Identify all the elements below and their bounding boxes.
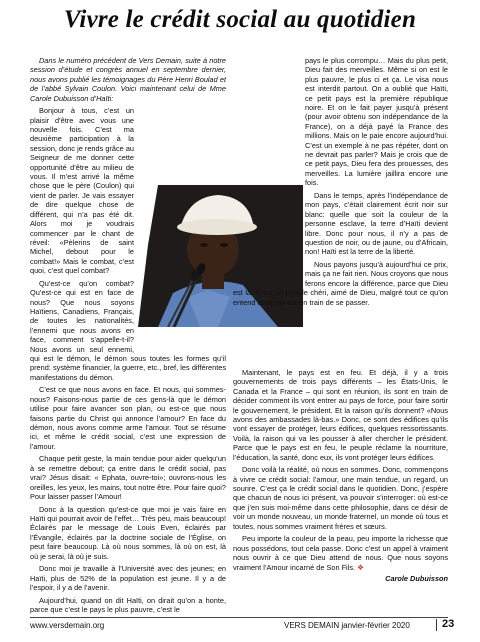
end-mark-icon: ❖ (357, 562, 364, 572)
paragraph: Donc voilà la réalité, où nous en sommes. Donc, commençons à vivre ce crédit social: l’amour, une main tendue, un regard, un sourire. C’est ça le crédit social dans le quotidien. Donc, j’espère que chacun de nous ici présent, va pouvoir s’interroger: où est-ce que j’en suis moi-même dans cette philosophie, dans ce désir de voir un monde nouveau, un monde fraternel, un monde où tous et toutes, nous sommes vraiment frères et sœurs. (233, 465, 448, 531)
paragraph: Dans le temps, après l’indépendance de mon pays, c’était clairement écrit noir sur blanc: quelle que soit la couleur de la personne esclave, la terre d’Haïti devient libre. Donc pour nous, il n’y a pas de question de noir, ou de jaune, ou d’Africain, non! Haïti est la terre de la liberté. (305, 190, 448, 257)
footer-website[interactable]: www.versdemain.org (30, 621, 105, 630)
paragraph-text: Peu importe la couleur de la peau, peu importe la richesse que nous possédons, tout cela passe. Donc c’est un appel à vraiment nous ouvrir à ce que Dieu attend de nous. Que nous soyons vraiment l’Amour incarné de Son Fils. (233, 534, 448, 572)
footer-issue: VERS DEMAIN janvier-février 2020 (284, 621, 410, 630)
left-column (30, 56, 226, 618)
article-title: Vivre le crédit social au quotidien (63, 6, 417, 33)
paragraph: pays le plus corrompu… Mais du plus petit, Dieu fait des merveilles. Même si on est le plus pauvre, le plus ci et ça. Le visa nous est interdit partout. On a oublié que Haïti, ce petit pays est la première république noire. Et on le fait payer jusqu’à présent (pour avoir obtenu son indépendance de la France), on a déjà payé la France des millions. Mais on le paie encore aujourd’hui. C’est un exemple à ne pas répéter, dont on ne devrait pas parler? Mais je crois que de ce petit pays, Dieu fera des prouesses, des merveilles. La lumière jaillira encore une fois. (305, 56, 448, 188)
paragraph: Bonjour à tous, c’est un plaisir d’être avec vous une nouvelle fois. C’est ma deuxième participation à la session, donc je rends grâce au Seigneur de me donner cette opportunité d’être au milieu de vous. Il m’est arrivé la même chose que le père (Coulon) qui vient de parler. Je vais essayer de dire quelque chose de différent, qui n’a pas été dit. Alors moi je voudrais commencer par le chant de réveil: «Pèlerins de saint Michel, debout pour le combat!» Mais le combat, c’est quoi, c’est quel combat? (30, 106, 134, 276)
intro-paragraph: Dans le numéro précédent de Vers Demain, suite à notre session d’étude et congrès annuel en septembre dernier, nous avons publié les témoignages du Père Henri Boulad et de l’abbé Sylvain Coulon. Voici maintenant celui de Mme Carole Dubuisson d’Haïti: (30, 56, 226, 103)
photo-wrap-spacer (134, 198, 226, 348)
right-column-bottom (233, 368, 448, 584)
footer-divider (30, 617, 448, 618)
footer-separator (436, 619, 437, 631)
paragraph: Chaque petit geste, la main tendue pour aider quelqu’un à se remettre debout; ça entre dans le crédit social, pas vrai? Jésus disait: « Ephata, ouvre-toi»; ouvrons-nous les oreilles, les yeux, les mains, tout notre être. Pour faire quoi? Pour laisser passer l’Amour! (30, 454, 226, 502)
paragraph: Donc moi je travaille à l’Université avec des jeunes; en Haïti, plus de 52% de la population est jeune. Il y a de l’espoir, il y a de l’avenir. (30, 564, 226, 593)
paragraph: Nous payons jusqu’à aujourd’hui ce prix, mais ça ne fait rien. Nous croyons que nous ferons encore la différence, parce que Dieu est là. C’est un peuple chéri, aimé de Dieu, malgré tout ce qu’on entend et ce qui est en train de se passer. (233, 259, 448, 307)
right-column-top (233, 56, 448, 310)
paragraph: Maintenant, le pays est en feu. Et déjà, il y a trois gouvernements de trois pays différents – les États-Unis, le Canada et la France – qui sont en réunion, ils sont en train de décider comment ils vont entrer au pays de force, pour faire sortir le gouvernement, le président. Et la raison qu’ils donnent? «Nous avons des ambassades là-bas.» Donc, ce sont des édifices qu’ils vont essayer de protéger, leurs édifices, quelques ressortissants. Voilà, la raison qui va les pousser à aller chercher le président. Parce que le pays est en feu, le peuple réclame la nourriture, l’éducation, la santé, donc eux, ils vont protéger leurs édifices. (233, 368, 448, 462)
paragraph: Donc à la question qu’est-ce que moi je vais faire en Haïti qui pourrait avoir de l’effet… Très peu, mais beaucoup! Éclairés par le message de Louis Even, éclairés par l’Évangile, éclairés par la doctrine sociale de l’Église, on peut faire beaucoup. Là où nous sommes, là où on est, là où je serai, là où je suis. (30, 504, 226, 561)
paragraph: C’est ce que nous avons en face. Et nous, qui sommes-nous? Faisons-nous partie de ces gens-là que le démon utilise pour faire avancer son plan, ou est-ce que nous faisons partie du Christ qui annonce l’amour? En face du démon, nous avons comme arme l’amour. Tout se résume ici, et même le crédit social, c’est une expression de l’amour. (30, 385, 226, 451)
paragraph: Aujourd’hui, quand on dit Haïti, on dirait qu’on a honte, parce que c’est le pays le plus pauvre, c’est le (30, 595, 226, 615)
paragraph (233, 534, 448, 572)
photo-wrap-spacer (233, 136, 305, 286)
author-signature: Carole Dubuisson (385, 574, 448, 584)
paragraph: Qu’est-ce qu’on combat? Qu’est-ce qui est en face de nous? Que nous soyons Haïtiens, Canadiens, Français, de toutes les nationalités, l’ennemi que nous avons en face, comment s’appelle-t-il? Nous avons un seul ennemi, qui est le démon, le démon sous toutes les formes qu’il prend: système financier, la guerre, etc., bref, les différentes manifestations du démon. (30, 278, 226, 382)
page-number: 23 (442, 618, 455, 630)
